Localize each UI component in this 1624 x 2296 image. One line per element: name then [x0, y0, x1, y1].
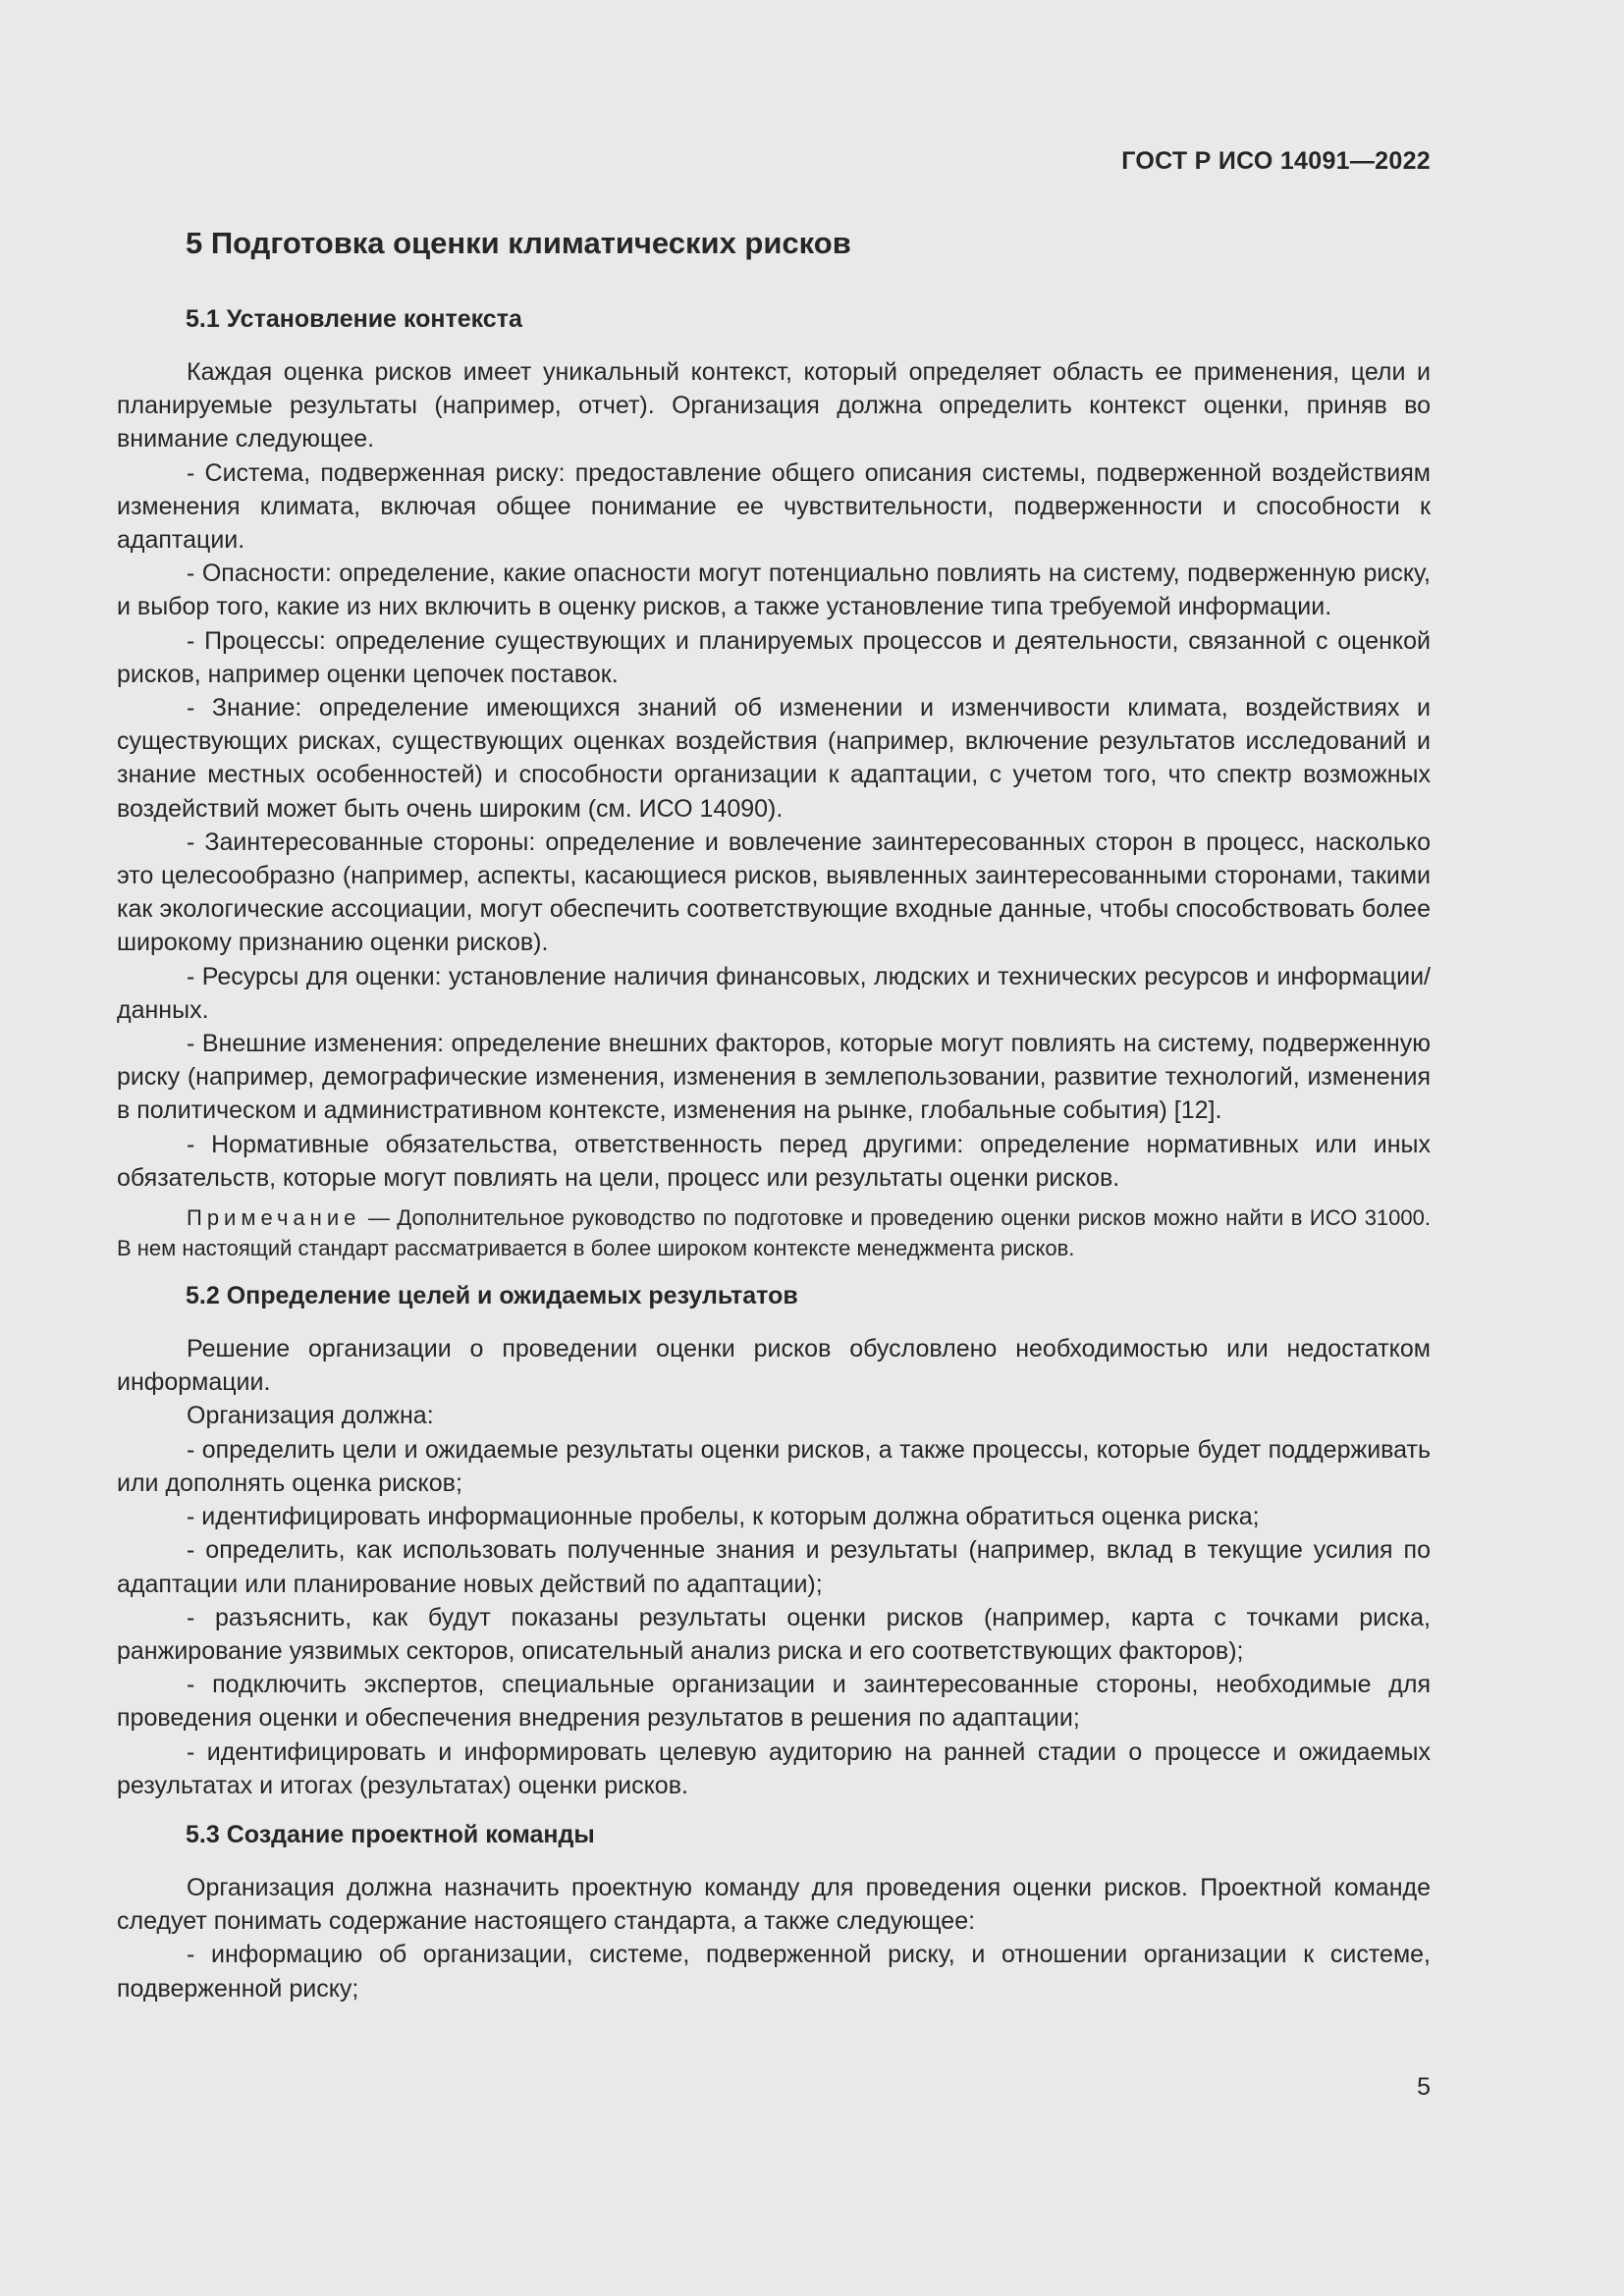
list-item: - Опасности: определение, какие опасности могут потенциально повлиять на систему, подверженную риску, и выбор того, какие из них включить в оценку рисков, а также установление типа требуемой информации. — [117, 560, 1431, 621]
page-number: 5 — [1417, 2073, 1431, 2101]
paragraph: Организация должна назначить проектную команду для проведения оценки рисков. Проектной команде следует понимать содержание настоящего стандарта, а также следующее: — [117, 1873, 1431, 1936]
list-item: - определить, как использовать полученные знания и результаты (например, вклад в текущие усилия по адаптации или планирование новых действий по адаптации); — [117, 1536, 1431, 1598]
paragraph: Каждая оценка рисков имеет уникальный контекст, который определяет область ее применения, цели и планируемые результаты (например, отчет). Организация должна определить контекст оценки, приняв во внимание следующее. — [117, 358, 1431, 454]
subsection-title-5-3: 5.3 Создание проектной команды — [186, 1820, 595, 1848]
list-item: - Ресурсы для оценки: установление наличия финансовых, людских и технических ресурсов и информации/данных. — [117, 962, 1431, 1024]
list-item: - идентифицировать информационные пробелы, к которым должна обратиться оценка риска; — [187, 1503, 1260, 1531]
list-item: - определить цели и ожидаемые результаты оценки рисков, а также процессы, которые будет поддерживать или дополнять оценка рисков; — [117, 1435, 1431, 1497]
standard-designation: ГОСТ Р ИСО 14091—2022 — [1121, 147, 1431, 175]
note-label: Примечание — [187, 1205, 361, 1231]
note-text: — Дополнительное руководство по подготовке и проведению оценки рисков можно найти в ИСО 31000. В нем настоящий стандарт рассматривается в более широком контексте менеджмента рисков. — [117, 1205, 1431, 1261]
subsection-title-5-2: 5.2 Определение целей и ожидаемых результатов — [186, 1282, 798, 1310]
subsection-title-5-1: 5.1 Установление контекста — [186, 305, 522, 333]
list-item: - разъяснить, как будут показаны результаты оценки рисков (например, карта с точками риска, ранжирование уязвимых секторов, описательный анализ риска и его соответствующих факторов); — [117, 1603, 1431, 1665]
list-item: - подключить экспертов, специальные организации и заинтересованные стороны, необходимые для проведения оценки и обеспечения внедрения результатов в решения по адаптации; — [117, 1671, 1431, 1733]
paragraph: Организация должна: — [187, 1402, 434, 1430]
page-content — [117, 224, 1431, 2005]
list-item: - Внешние изменения: определение внешних факторов, которые могут повлиять на систему, подверженную риску (например, демографические изменения, изменения в землепользовании, развитие технологий, изменения в политическом и административном контексте, изменения на рынке, глобальные события) [12]. — [117, 1030, 1431, 1125]
list-item: - Заинтересованные стороны: определение и вовлечение заинтересованных сторон в процесс, насколько это целесообразно (например, аспекты, касающиеся рисков, выявленных заинтересованными сторонами, такими как экологические ассоциации, могут обеспечить соответствующие входные данные, чтобы способствовать более широкому признанию оценки рисков). — [117, 828, 1431, 957]
list-item: - Знание: определение имеющихся знаний об изменении и изменчивости климата, воздействиях и существующих рисках, существующих оценках воздействия (например, включение результатов исследований и знание местных особенностей) и способности организации к адаптации, с учетом того, что спектр возможных воздействий может быть очень широким (см. ИСО 14090). — [117, 694, 1431, 823]
list-item: - идентифицировать и информировать целевую аудиторию на ранней стадии о процессе и ожидаемых результатах и итогах (результатах) оценки рисков. — [117, 1737, 1431, 1799]
list-item: - Система, подверженная риску: предоставление общего описания системы, подверженной воздействиям изменения климата, включая общее понимание ее чувствительности, подверженности и способности к адаптации. — [117, 458, 1431, 555]
note — [117, 1202, 1431, 1263]
list-item: - Нормативные обязательства, ответственность перед другими: определение нормативных или иных обязательств, которые могут повлиять на цели, процесс или результаты оценки рисков. — [117, 1130, 1431, 1192]
list-item: - Процессы: определение существующих и планируемых процессов и деятельности, связанной с оценкой рисков, например оценки цепочек поставок. — [117, 626, 1431, 688]
list-item: - информацию об организации, системе, подверженной риску, и отношении организации к системе, подверженной риску; — [117, 1941, 1431, 2002]
section-title: 5 Подготовка оценки климатических рисков — [186, 226, 851, 260]
paragraph: Решение организации о проведении оценки рисков обусловлено необходимостью или недостатком информации. — [117, 1335, 1431, 1397]
